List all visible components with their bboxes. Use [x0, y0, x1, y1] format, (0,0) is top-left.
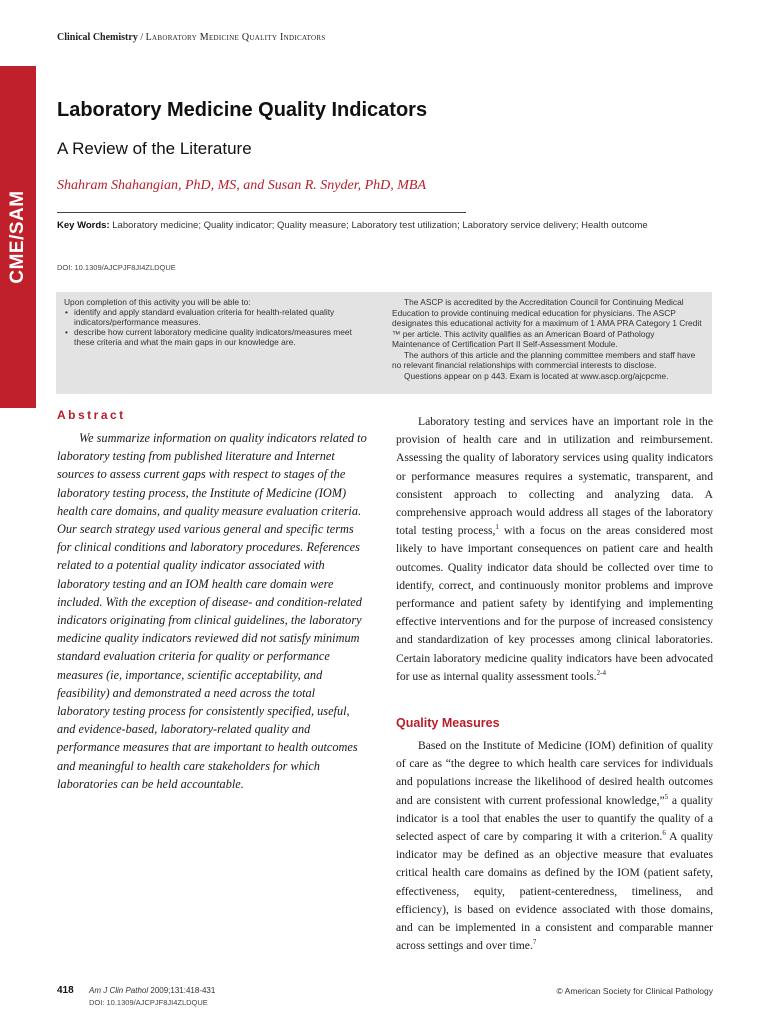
keywords-text: Laboratory medicine; Quality indicator; Quality measure; Laboratory test utilization; Laboratory service delivery; Health outcome — [112, 220, 648, 231]
keywords-label: Key Words: — [57, 220, 110, 231]
intro-text-1: Laboratory testing and services have an important role in the provision of health care and in utilization and reimbursement. Assessing the quality of laboratory services using quality indicators or performance measures requires a systematic, transparent, and consistent approach to collecting and analyzing data. A comprehensive approach would address all stages of the laboratory total testing process, — [396, 415, 713, 538]
running-head-section: Laboratory Medicine Quality Indicators — [145, 32, 326, 43]
intro-text-2: with a focus on the areas considered most likely to have important consequences on patient care and health outcomes. Quality indicator data should be collected over time to identify, correct, and continuously monitor problems and improve performance and patient safety by identifying and implementing effective interventions and for the purpose of increased consistency and standardization of key processes among clinical laboratories. Certain laboratory medicine quality indicators have been advocated for use as internal quality assessment tools. — [396, 524, 713, 683]
reference-marker: 2-4 — [596, 668, 606, 677]
objective-item: • describe how current laboratory medicine quality indicators/measures meet these criteria and what the main gaps in our knowledge are. — [64, 327, 364, 347]
reference-marker: 7 — [532, 938, 537, 947]
article-authors: Shahram Shahangian, PhD, MS, and Susan R. Snyder, PhD, MBA — [57, 178, 427, 193]
learning-objectives-box — [56, 292, 712, 394]
quality-measures-paragraph — [396, 737, 713, 955]
cme-sam-tab — [0, 66, 36, 408]
header-divider — [57, 212, 466, 213]
reference-marker: 6 — [662, 829, 666, 838]
abstract-heading: Abstract — [57, 408, 126, 422]
article-doi: DOI: 10.1309/AJCPJF8JI4ZLDQUE — [57, 263, 176, 272]
running-head-separator: / — [140, 32, 144, 43]
abstract-text: We summarize information on quality indicators related to laboratory testing from published literature and Internet sources to assess current gaps with respect to stages of the laboratory testing process, the Institute of Medicine (IOM) health care domains, and quality measure evaluation criteria. Our search strategy used various general and specific terms for clinical conditions and laboratory procedures. References related to a potential quality indicator associated with laboratory testing and an IOM health care domain were included. With the exception of disease- and condition-related indicators originating from clinical guidelines, the laboratory medicine quality indicators reviewed did not satisfy minimum standard evaluation criteria for quality or performance measures (ie, importance, scientific acceptability, and feasibility) and demonstrated a need across the total laboratory testing process for consistently specified, useful, and evidence-based, laboratory-related quality and performance measures that are important to health outcomes and meaningful to health care stakeholders for which laboratories can be held accountable. — [57, 431, 367, 791]
disclosure-paragraph: The authors of this article and the planning committee members and staff have no relevant financial relationships with commercial interests to disclose. — [392, 349, 696, 370]
objective-item: • identify and apply standard evaluation criteria for health-related quality indicators/performance measures. — [64, 307, 364, 327]
intro-paragraph — [396, 413, 713, 686]
article-subtitle: A Review of the Literature — [57, 139, 252, 158]
section-heading-quality-measures: Quality Measures — [396, 716, 500, 730]
copyright: © American Society for Clinical Pathology — [556, 986, 713, 996]
keywords — [57, 219, 657, 232]
page-number: 418 — [57, 985, 74, 996]
journal-name: Clinical Chemistry — [57, 32, 138, 43]
objectives-intro: Upon completion of this activity you will be able to: — [64, 297, 251, 307]
accreditation-paragraph: The ASCP is accredited by the Accreditation Council for Continuing Medical Education to provide continuing medical education for physicians. The ASCP designates this educational activity for a maximum of 1 AMA PRA Category 1 Credit ™ per article. This activity qualifies as an American Board of Pathology Maintenance of Certification Part II Self-Assessment Module. — [392, 297, 702, 349]
qm-text-2: a quality indicator is a tool that enables the user to quantify the quality of a selected aspect of care by comparing it with a criterion. — [396, 793, 713, 844]
cme-sam-label: CME/SAM — [7, 190, 28, 284]
reference-marker: 1 — [495, 523, 499, 532]
article-title: Laboratory Medicine Quality Indicators — [57, 99, 428, 121]
qm-text-3: A quality indicator may be defined as an objective measure that evaluates critical health care domains as defined by the IOM (patient safety, effectiveness, equity, patient-centeredness, timeliness, and efficiency), is based on evidence associated with those domains, and can be implemented in a consistent and comparable manner across settings and over time. — [396, 830, 713, 953]
exam-location-paragraph: Questions appear on p 443. Exam is located at www.ascp.org/ajcpcme. — [404, 370, 669, 381]
reference-marker: 5 — [664, 792, 669, 801]
footer-doi: DOI: 10.1309/AJCPJF8JI4ZLDQUE — [89, 998, 208, 1007]
footer-citation — [89, 986, 215, 995]
running-head — [57, 32, 326, 43]
objectives-list — [64, 307, 364, 347]
journal-abbrev: Am J Clin Pathol — [89, 986, 149, 995]
qm-text-1: Based on the Institute of Medicine (IOM) definition of quality of care as “the degree to which health care services for individuals and populations increase the likelihood of desired health outcomes and are consistent with current professional knowledge,” — [396, 739, 713, 807]
citation-details: 2009;131:418-431 — [148, 986, 216, 995]
learning-objectives — [64, 297, 364, 347]
accreditation-statement — [392, 297, 704, 381]
